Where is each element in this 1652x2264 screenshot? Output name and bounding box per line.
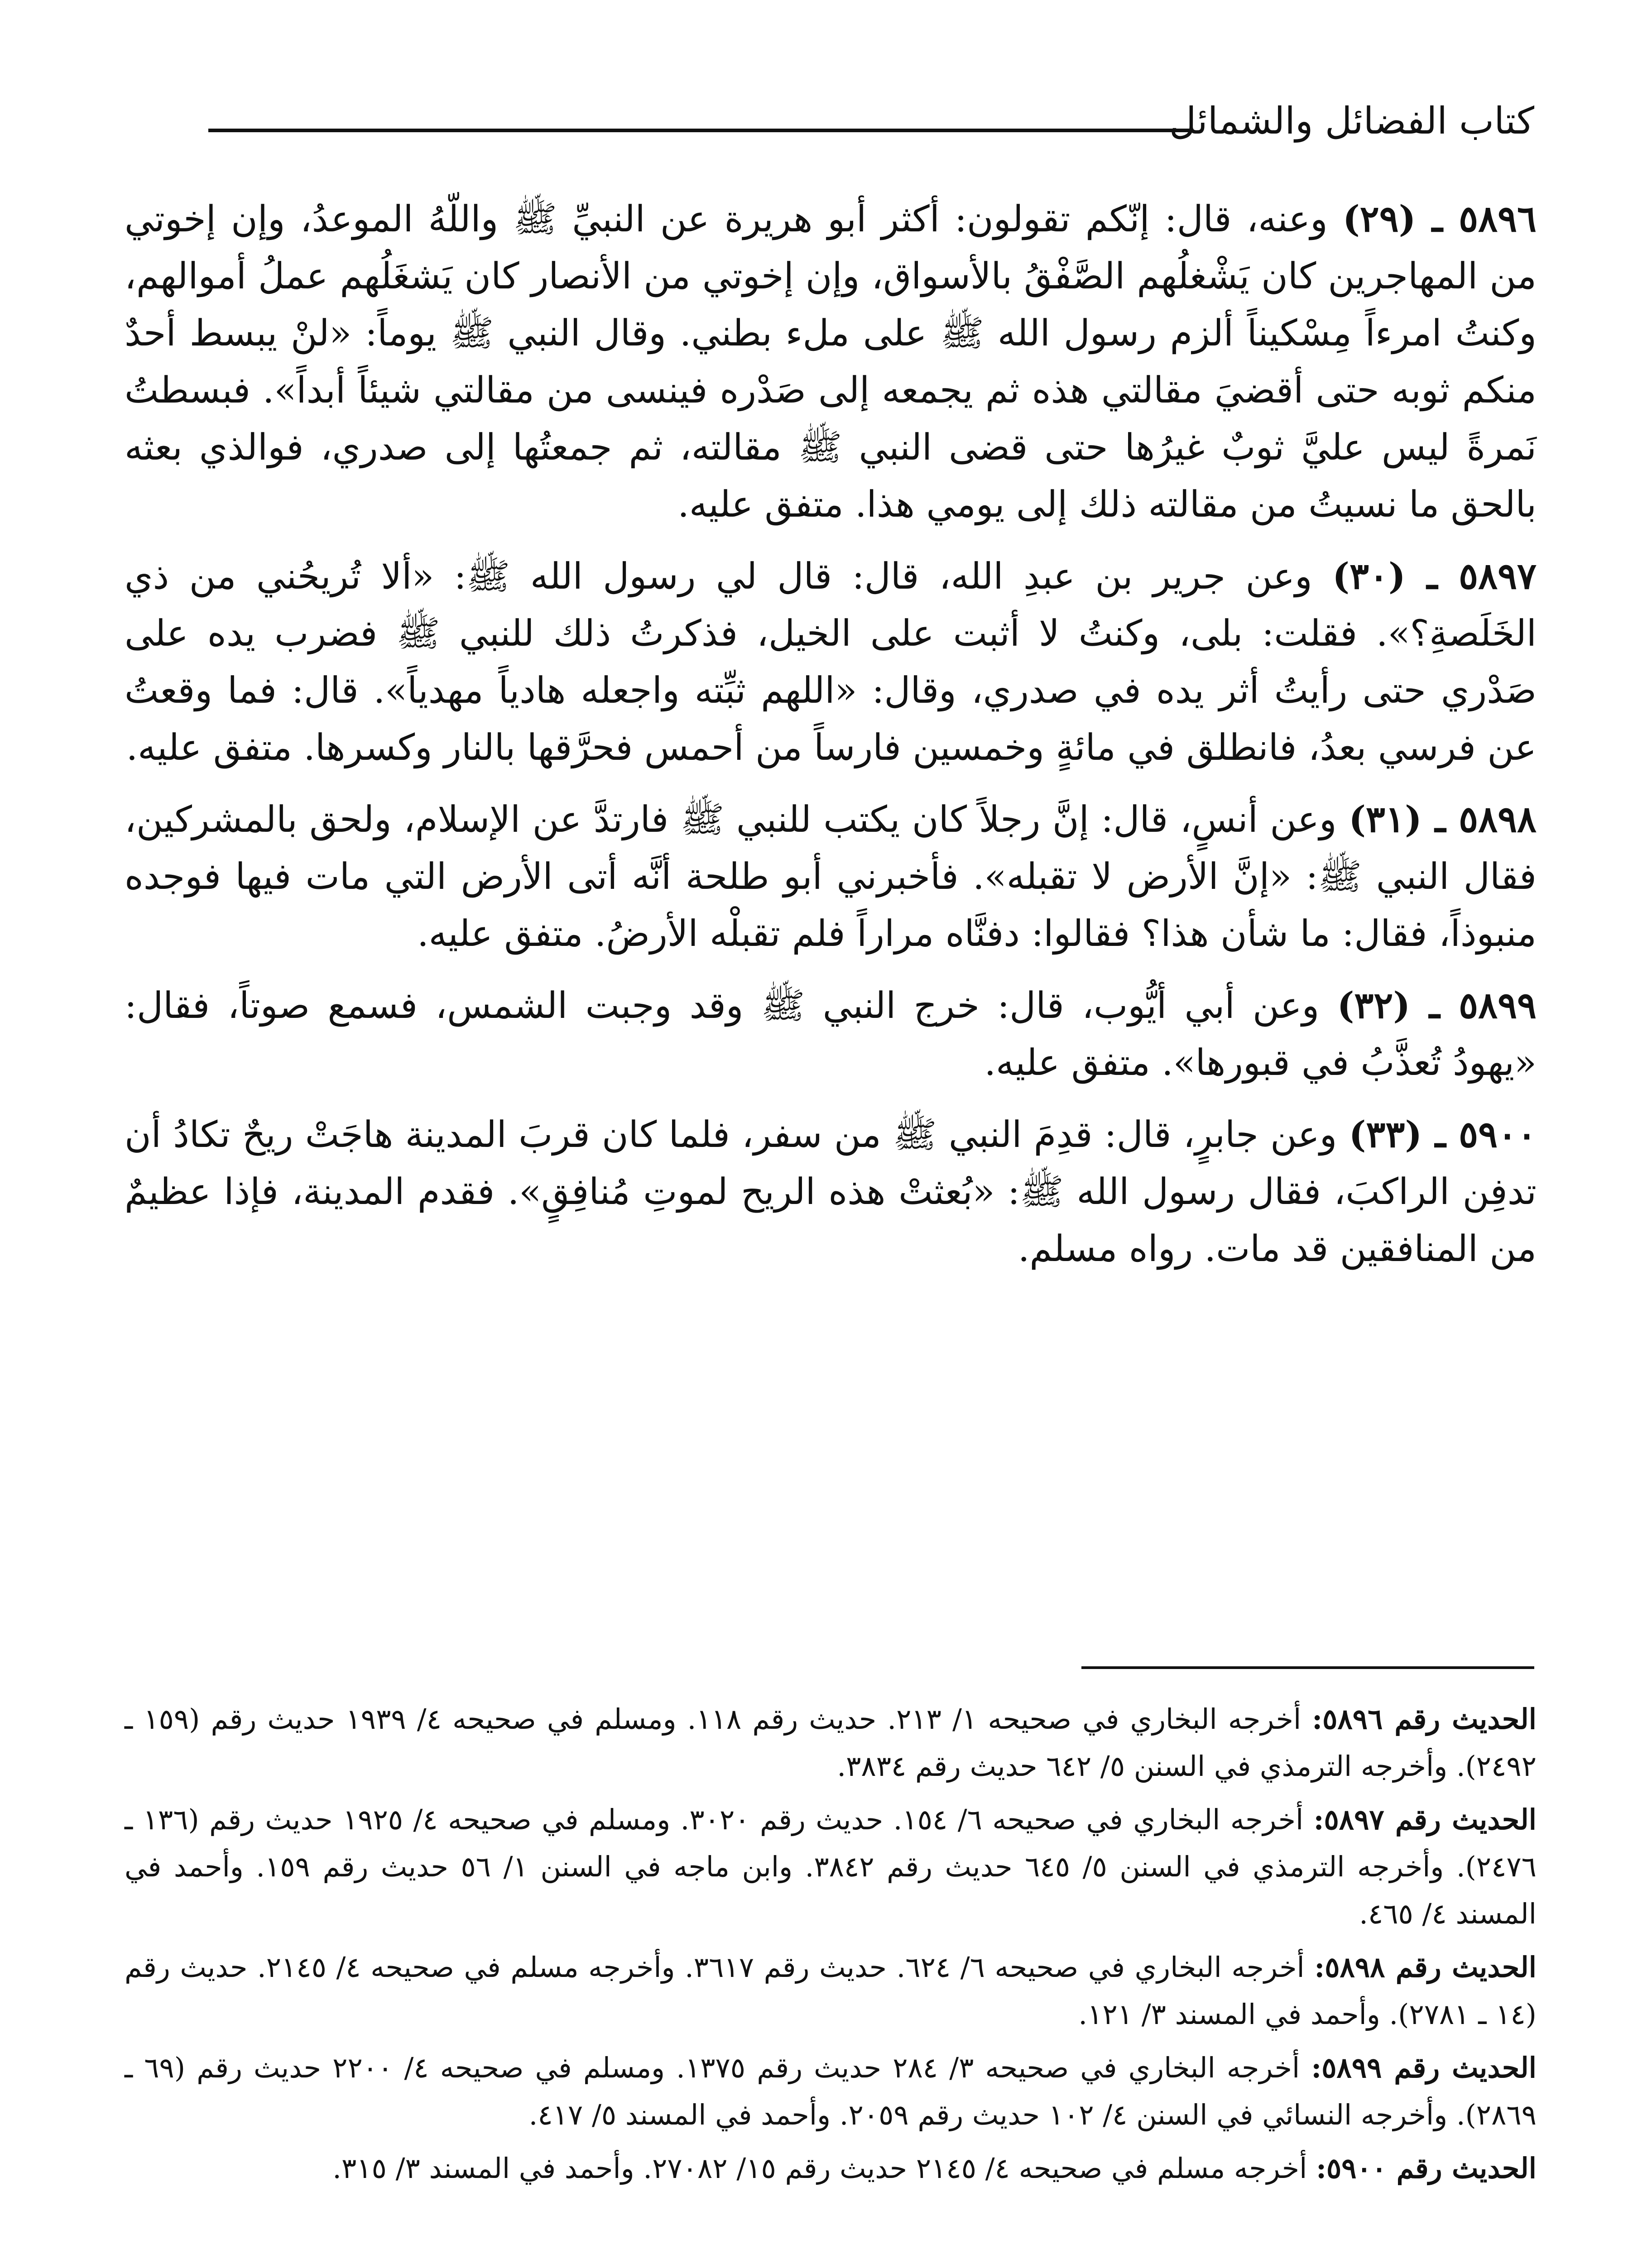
hadith-text: وعن أبي أيُّوب، قال: خرج النبي ﷺ وقد وجبت الشمس، فسمع صوتاً، فقال: «يهودُ تُعذَّبُ في قبورها». متفق عليه. <box>125 984 1537 1084</box>
hadith-paragraph <box>125 547 1537 776</box>
hadith-text: وعن أنسٍ، قال: إنَّ رجلاً كان يكتب للنبي ﷺ فارتدَّ عن الإسلام، ولحق بالمشركين، فقال النبي ﷺ: «إنَّ الأرض لا تقبله». فأخبرني أبو طلحة أنَّه أتى الأرض التي مات فيها فوجده منبوذاً، فقال: ما شأن هذا؟ فقالوا: دفنَّاه مراراً فلم تقبلْه الأرضُ. متفق عليه. <box>125 798 1537 955</box>
footnote-label: الحديث رقم ٥٨٩٧: <box>1313 1803 1537 1836</box>
hadith-paragraph <box>125 977 1537 1091</box>
footnote-text: أخرجه البخاري في صحيحه ٦/ ٦٢٤. حديث رقم ٣٦١٧. وأخرجه مسلم في صحيحه ٤/ ٢١٤٥. حديث رقم (١٤ ـ ٢٧٨١). وأحمد في المسند ٣/ ١٢١. <box>125 1951 1537 2031</box>
footnote-text: أخرجه مسلم في صحيحه ٤/ ٢١٤٥ حديث رقم ١٥/ ٢٧٠٨٢. وأحمد في المسند ٣/ ٣١٥. <box>332 2152 1307 2185</box>
header-rule <box>208 129 1190 132</box>
book-title: كتاب الفضائل والشمائل <box>1169 100 1534 143</box>
hadith-number: ٥٨٩٩ ـ (٣٢) <box>1337 984 1537 1026</box>
hadith-text-body <box>125 190 1537 1292</box>
footnote-label: الحديث رقم ٥٨٩٩: <box>1311 2051 1537 2084</box>
footnote <box>125 1696 1537 1790</box>
hadith-number: ٥٨٩٨ ـ (٣١) <box>1349 798 1537 840</box>
footnote-label: الحديث رقم ٥٨٩٨: <box>1314 1951 1537 1984</box>
footnote-separator <box>1081 1666 1534 1669</box>
hadith-text: وعن جابرٍ، قال: قدِمَ النبي ﷺ من سفر، فلما كان قربَ المدينة هاجَتْ ريحٌ تكادُ أن تدفِن الراكبَ، فقال رسول الله ﷺ: «بُعثتْ هذه الريح لموتِ مُنافِقٍ». فقدم المدينة، فإذا عظيمٌ من المنافقين قد مات. رواه مسلم. <box>125 1113 1537 1270</box>
hadith-number: ٥٨٩٧ ـ (٣٠) <box>1332 555 1537 597</box>
hadith-text: وعنه، قال: إنّكم تقولون: أكثر أبو هريرة عن النبيِّ ﷺ واللّهُ الموعدُ، وإن إخوتي من المهاجرين كان يَشْغلُهم الصَّفْقُ بالأسواق، وإن إخوتي من الأنصار كان يَشغَلُهم عملُ أموالهم، وكنتُ امرءاً مِسْكيناً ألزم رسول الله ﷺ على ملء بطني. وقال النبي ﷺ يوماً: «لنْ يبسط أحدٌ منكم ثوبه حتى أقضيَ مقالتي هذه ثم يجمعه إلى صَدْره فينسى من مقالتي شيئاً أبداً». فبسطتُ نَمرةً ليس عليَّ ثوبٌ غيرُها حتى قضى النبي ﷺ مقالته، ثم جمعتُها إلى صدري، فوالذي بعثه بالحق ما نسيتُ من مقالته ذلك إلى يومي هذا. متفق عليه. <box>125 198 1537 525</box>
hadith-paragraph <box>125 190 1537 533</box>
hadith-text: وعن جرير بن عبدِ الله، قال: قال لي رسول الله ﷺ: «ألا تُريحُني من ذي الخَلَصةِ؟». فقلت: بلى، وكنتُ لا أثبت على الخيل، فذكرتُ ذلك للنبي ﷺ فضرب يده على صَدْري حتى رأيتُ أثر يده في صدري، وقال: «اللهم ثبِّته واجعله هادياً مهدياً». قال: فما وقعتُ عن فرسي بعدُ، فانطلق في مائةٍ وخمسين فارساً من أحمس فحرَّقها بالنار وكسرها. متفق عليه. <box>125 555 1537 768</box>
footnotes-section <box>125 1696 1537 2198</box>
footnote <box>125 1944 1537 2038</box>
hadith-number: ٥٨٩٦ ـ (٢٩) <box>1342 197 1537 240</box>
footnote-text: أخرجه البخاري في صحيحه ١/ ٢١٣. حديث رقم ١١٨. ومسلم في صحيحه ٤/ ١٩٣٩ حديث رقم (١٥٩ ـ ٢٤٩٢). وأخرجه الترمذي في السنن ٥/ ٦٤٢ حديث رقم ٣٨٣٤. <box>125 1703 1537 1783</box>
footnote-label: الحديث رقم ٥٨٩٦: <box>1312 1703 1537 1736</box>
hadith-number: ٥٩٠٠ ـ (٣٣) <box>1349 1113 1537 1156</box>
footnote <box>125 2044 1537 2139</box>
footnote-text: أخرجه البخاري في صحيحه ٣/ ٢٨٤ حديث رقم ١٣٧٥. ومسلم في صحيحه ٤/ ٢٢٠٠ حديث رقم (٦٩ ـ ٢٨٦٩). وأخرجه النسائي في السنن ٤/ ١٠٢ حديث رقم ٢٠٥٩. وأحمد في المسند ٥/ ٤١٧. <box>125 2051 1537 2131</box>
hadith-paragraph <box>125 791 1537 962</box>
footnote <box>125 2145 1537 2192</box>
hadith-paragraph <box>125 1106 1537 1277</box>
footnote-label: الحديث رقم ٥٩٠٠: <box>1316 2152 1537 2185</box>
footnote-text: أخرجه البخاري في صحيحه ٦/ ١٥٤. حديث رقم ٣٠٢٠. ومسلم في صحيحه ٤/ ١٩٢٥ حديث رقم (١٣٦ ـ ٢٤٧٦). وأخرجه الترمذي في السنن ٥/ ٦٤٥ حديث رقم ٣٨٤٢. وابن ماجه في السنن ١/ ٥٦ حديث رقم ١٥٩. وأحمد في المسند ٤/ ٤٦٥. <box>125 1803 1537 1930</box>
footnote <box>125 1796 1537 1938</box>
running-header <box>208 82 1534 149</box>
